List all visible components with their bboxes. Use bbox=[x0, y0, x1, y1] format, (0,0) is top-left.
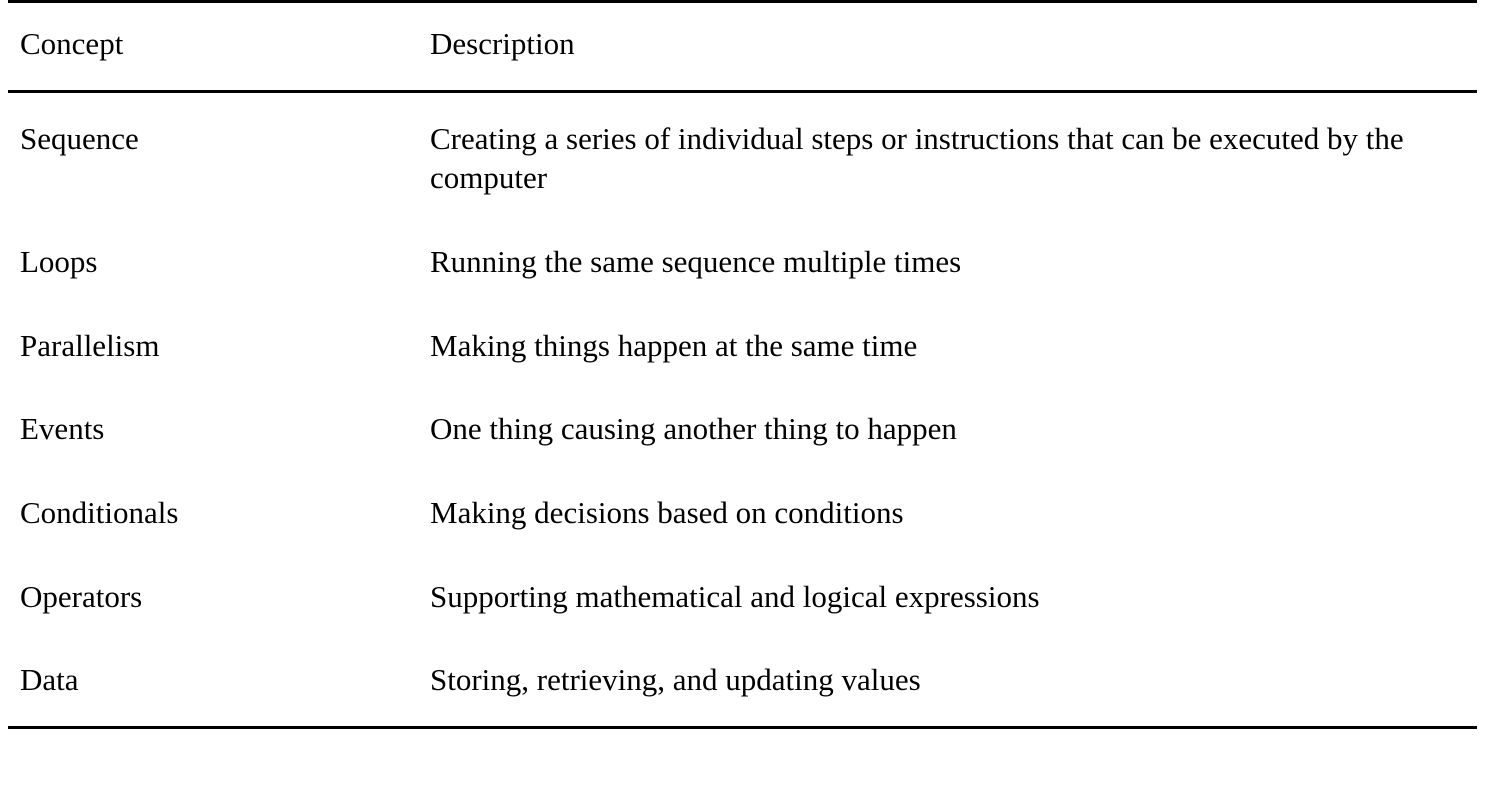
cell-concept: Conditionals bbox=[20, 495, 179, 531]
cell-concept: Parallelism bbox=[20, 327, 160, 363]
cell-concept: Sequence bbox=[20, 120, 139, 156]
cell-description: Running the same sequence multiple times bbox=[430, 244, 962, 280]
cell-description: Making things happen at the same time bbox=[430, 327, 918, 363]
table-header-row bbox=[8, 2, 1477, 92]
cell-description: One thing causing another thing to happen bbox=[430, 411, 957, 447]
table-row bbox=[8, 638, 1477, 727]
cell-description: Supporting mathematical and logical expressions bbox=[430, 578, 1040, 614]
table-row bbox=[8, 471, 1477, 555]
concept-description-table bbox=[8, 0, 1477, 729]
table-row bbox=[8, 387, 1477, 471]
cell-description: Making decisions based on conditions bbox=[430, 495, 904, 531]
cell-description: Creating a series of individual steps or instructions that can be executed by the computer bbox=[430, 120, 1404, 196]
cell-concept: Loops bbox=[20, 244, 98, 280]
cell-concept: Data bbox=[8, 638, 418, 727]
table-row bbox=[8, 304, 1477, 388]
cell-concept: Operators bbox=[20, 578, 143, 614]
table-body bbox=[8, 91, 1477, 727]
table-header bbox=[8, 2, 1477, 92]
column-header-description: Description bbox=[418, 2, 1477, 92]
table-row bbox=[8, 91, 1477, 220]
cell-concept: Events bbox=[20, 411, 105, 447]
table-row bbox=[8, 555, 1477, 639]
cell-description: Storing, retrieving, and updating values bbox=[418, 638, 1477, 727]
column-header-concept: Concept bbox=[8, 2, 418, 92]
table-row bbox=[8, 220, 1477, 304]
